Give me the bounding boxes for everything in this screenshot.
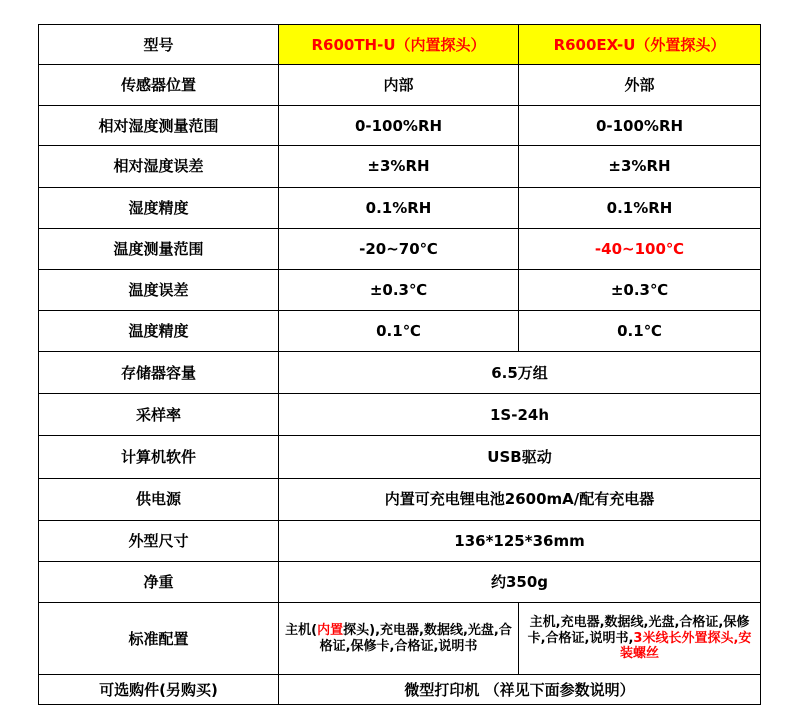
config-external	[519, 603, 761, 675]
header-label: 型号	[39, 25, 279, 65]
model-external: R600EX-U（外置探头）	[519, 25, 761, 65]
row-external-value: 外部	[519, 65, 761, 106]
config-internal-highlight: 内置	[317, 622, 344, 638]
table-row-model	[39, 25, 761, 65]
row-external-value: ±3%RH	[519, 146, 761, 187]
config-internal	[279, 603, 519, 675]
row-label: 存储器容量	[39, 352, 279, 394]
row-label: 温度精度	[39, 310, 279, 351]
spec-table	[38, 24, 761, 705]
row-shared-value: 微型打印机 （祥见下面参数说明）	[279, 675, 761, 705]
row-internal-value: ±3%RH	[279, 146, 519, 187]
row-label: 采样率	[39, 394, 279, 436]
row-internal-value: 0-100%RH	[279, 106, 519, 146]
config-internal-post: 探头),充电器,数据线,光盘,合格证,保修卡,合格证,说明书	[319, 622, 512, 654]
row-internal-value: ±0.3℃	[279, 269, 519, 310]
table-row	[39, 310, 761, 351]
table-row-optional	[39, 675, 761, 705]
table-row	[39, 106, 761, 146]
row-label: 计算机软件	[39, 436, 279, 478]
row-external-value: 0.1%RH	[519, 187, 761, 228]
row-label: 供电源	[39, 478, 279, 520]
row-shared-value: 内置可充电锂电池2600mA/配有充电器	[279, 478, 761, 520]
row-shared-value: 136*125*36mm	[279, 520, 761, 561]
row-label: 净重	[39, 561, 279, 602]
table-row	[39, 394, 761, 436]
config-internal-pre: 主机(	[285, 622, 318, 638]
table-row	[39, 187, 761, 228]
row-external-value: 0-100%RH	[519, 106, 761, 146]
model-internal: R600TH-U（内置探头）	[279, 25, 519, 65]
row-label: 标准配置	[39, 603, 279, 675]
row-internal-value: 0.1℃	[279, 310, 519, 351]
row-label: 可选购件(另购买)	[39, 675, 279, 705]
row-label: 温度误差	[39, 269, 279, 310]
table-row	[39, 520, 761, 561]
row-label: 外型尺寸	[39, 520, 279, 561]
config-external-pre: 主机,充电器,数据线,光盘,合格证,保修卡,合格证,说明书,	[527, 615, 750, 646]
row-internal-value: -20~70℃	[279, 228, 519, 269]
row-external-value: ±0.3℃	[519, 269, 761, 310]
table-row	[39, 436, 761, 478]
table-row	[39, 65, 761, 106]
row-external-value: 0.1℃	[519, 310, 761, 351]
row-label: 相对湿度误差	[39, 146, 279, 187]
table-row	[39, 228, 761, 269]
row-internal-value: 0.1%RH	[279, 187, 519, 228]
row-shared-value: 1S-24h	[279, 394, 761, 436]
table-row	[39, 269, 761, 310]
row-shared-value: 6.5万组	[279, 352, 761, 394]
table-row	[39, 146, 761, 187]
table-row	[39, 352, 761, 394]
row-label: 相对湿度测量范围	[39, 106, 279, 146]
row-shared-value: 约350g	[279, 561, 761, 602]
table-row-standard-config	[39, 603, 761, 675]
row-label: 传感器位置	[39, 65, 279, 106]
row-shared-value: USB驱动	[279, 436, 761, 478]
row-label: 湿度精度	[39, 187, 279, 228]
config-external-highlight: 3米线长外置探头,安装螺丝	[619, 630, 752, 662]
table-row	[39, 561, 761, 602]
row-internal-value: 内部	[279, 65, 519, 106]
row-external-value: -40~100℃	[519, 228, 761, 269]
table-row	[39, 478, 761, 520]
row-label: 温度测量范围	[39, 228, 279, 269]
